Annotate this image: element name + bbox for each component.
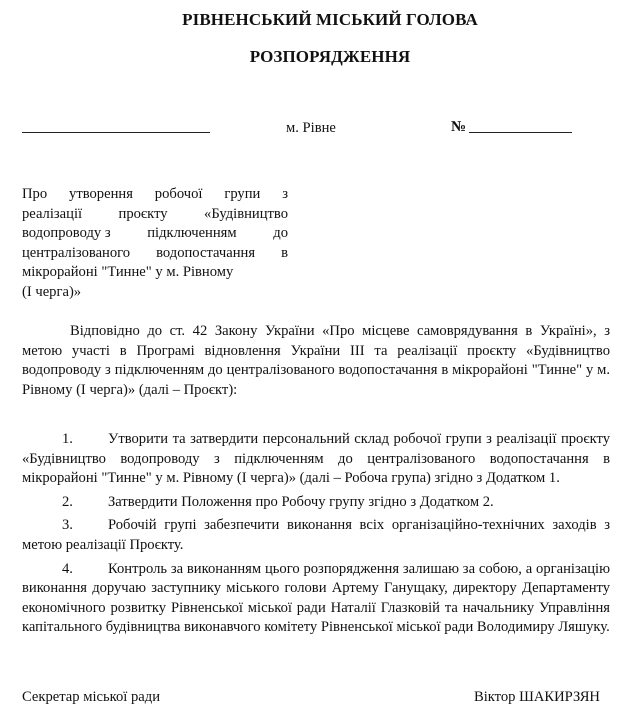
item-number: 4. xyxy=(62,560,73,577)
order-item xyxy=(22,516,610,555)
subject-word: водопостачання xyxy=(156,244,256,261)
subject-line xyxy=(22,263,288,283)
document-subject xyxy=(22,185,288,303)
city-label: м. Рівне xyxy=(286,120,336,136)
item-text: Утворити та затвердити персональний склад робочої групи з реалізації проєкту «Будівництво водопроводу з підключенням до централізованого водопостачання в мікрорайоні "Тинне" у м. Рівному (І черга)» (далі – Робоча група) згідно з Додатком 1. xyxy=(22,431,610,487)
subject-line xyxy=(22,244,288,264)
subject-word: до xyxy=(273,225,288,242)
signatory-position: Секретар міської ради xyxy=(22,689,161,705)
subject-word: робочої xyxy=(154,186,203,202)
dateline xyxy=(0,118,640,142)
subject-word: (І черга)» xyxy=(22,283,82,300)
signatory-name: Віктор ШАКИРЗЯН xyxy=(474,689,600,705)
order-item xyxy=(22,493,610,513)
subject-word: підключенням xyxy=(147,225,237,242)
subject-word: утворення xyxy=(69,186,133,202)
document-authority-heading: РІВНЕНСЬКИЙ МІСЬКИЙ ГОЛОВА xyxy=(182,10,478,29)
subject-word: в xyxy=(281,244,288,261)
intro-paragraph: Відповідно до ст. 42 Закону України «Про місцеве самоврядування в Україні», з метою участі в Програмі відновлення України ІІІ та реалізації проєкту «Будівництво водопроводу з підключенням до централізованого водопостачання в мікрорайоні "Тинне" у м. Рівному (І черга)» (далі – Проєкт): xyxy=(22,323,610,398)
subject-line xyxy=(22,224,288,244)
subject-line xyxy=(22,205,288,225)
subject-word: водопроводу з xyxy=(22,225,111,242)
item-number: 3. xyxy=(62,517,73,534)
subject-word: реалізації xyxy=(22,205,83,222)
order-items-list xyxy=(22,430,610,638)
item-text: Затвердити Положення про Робочу групу згідно з Додатком 2. xyxy=(108,493,494,510)
subject-word: з xyxy=(282,186,288,202)
date-blank-line xyxy=(22,132,210,133)
subject-word: групи xyxy=(224,186,261,202)
item-number: 1. xyxy=(62,431,73,447)
subject-line xyxy=(22,283,288,303)
document-type-heading: РОЗПОРЯДЖЕННЯ xyxy=(249,47,411,66)
subject-word: Про xyxy=(22,186,48,202)
item-text: Робочій групі забезпечити виконання всіх організаційно-технічних заходів з метою реалізації Проєкту. xyxy=(22,517,610,553)
order-item xyxy=(22,430,610,489)
subject-word: мікрорайоні "Тинне" у м. Рівному xyxy=(22,264,234,281)
subject-word: централізованого xyxy=(22,244,131,261)
number-blank-line xyxy=(469,132,572,133)
order-item xyxy=(22,560,610,638)
subject-word: «Будівництво xyxy=(204,205,288,222)
item-text: Контроль за виконанням цього розпорядження залишаю за собою, а організацію виконання доручаю заступнику міського голови Артему Ганущаку, директору Департаменту економічного розвитку Рівненської міської ради Наталії Глазковій та начальнику Управління капітального будівництва виконавчого комітету Рівненської міської ради Володимиру Ляшуку. xyxy=(22,560,610,636)
item-number: 2. xyxy=(62,493,73,510)
number-sign: № xyxy=(451,119,467,135)
subject-line xyxy=(22,185,288,205)
subject-word: проєкту xyxy=(118,205,168,222)
